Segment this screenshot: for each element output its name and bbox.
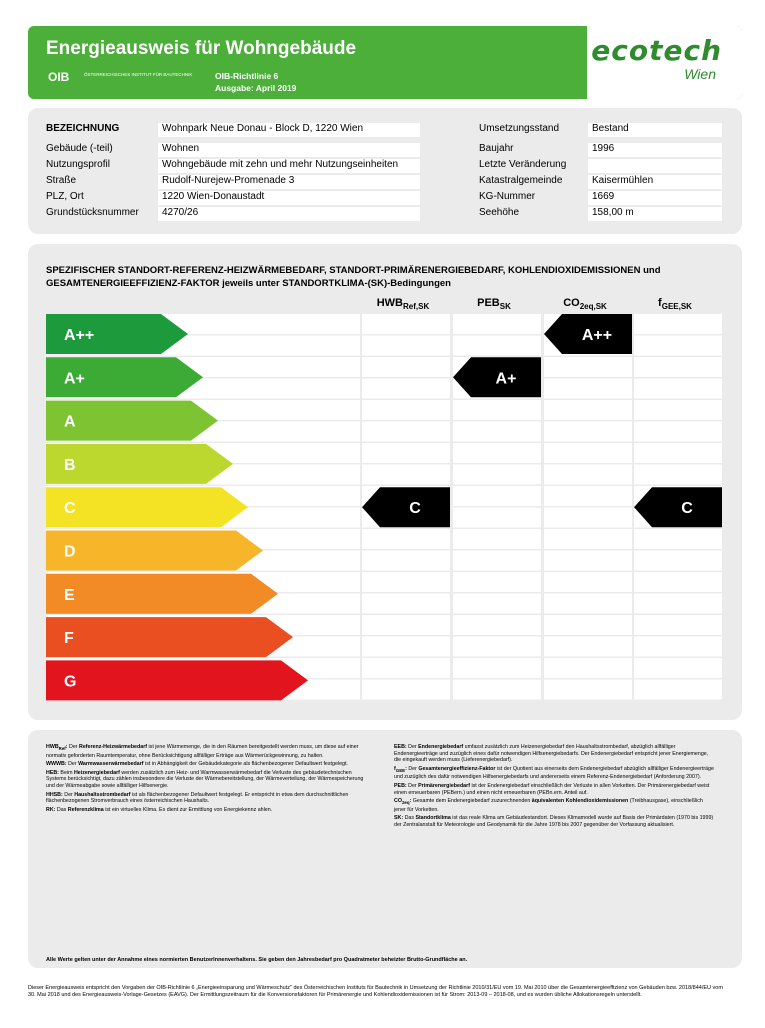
info-label: Letzte Veränderung — [479, 159, 567, 170]
grid-cell — [453, 314, 541, 334]
grid-cell — [544, 508, 632, 528]
legend-entry: $HWB_{Ref}$: Der Referenz-Heizwärmebedarf ist jene Wärmemenge, die in den Räumen bereitgestellt werden muss, um diese auf einer normativ geforderten Raumtemperatur, ohne Berücksichtigung allfälliger Erträge aus Wärmerückgewinnung, zu halten. — [46, 744, 359, 759]
class-label: B — [64, 456, 76, 474]
info-value: Wohnen — [158, 143, 420, 157]
grid-cell — [453, 658, 541, 678]
grid-cell — [634, 637, 722, 657]
legend-entry: EEB: Der Endenergiebedarf umfasst zusätzlich zum Heizenergiebedarf den Haushaltsstrombedarf, abzüglich allfälliger Endenergieerträge und zuzüglich eines dafür notwendigen Hilfsenergiebedarfs. Der Endenergiebedarf entspricht jener Energiemenge, die eingekauft werden muss (Lieferenergiebedarf). — [394, 744, 709, 764]
grid-cell — [634, 379, 722, 399]
grid-cell — [362, 551, 450, 571]
class-label: D — [64, 543, 76, 561]
info-label: Baujahr — [479, 143, 514, 154]
energy-chart-panel — [28, 244, 742, 720]
legend-entry: SK: Das Standortklima ist das reale Klima am Gebäudestandort. Dieses Klimamodell wurde auf Basis der Primärdaten (1970 bis 1999) der Zentralanstalt für Meteorologie und Geodynamik für die Jahre 1978 bis 2007 gegenüber der Vorfassung aktualisiert. — [394, 815, 714, 829]
info-label: Seehöhe — [479, 207, 520, 218]
info-value: 4270/26 — [158, 207, 420, 221]
grid-cell — [634, 658, 722, 678]
legend-entry: $f_{GEE}$: Der Gesamtenergieeffizienz-Faktor ist der Quotient aus einerseits dem Endenergiebedarf abzüglich allfälliger Endenergieerträge und zuzüglich des dafür notwendigen Hilfsenergiebedarfs und andererseits einem Referenz-Endenergiebedarf (Anforderung 2007). — [394, 765, 714, 781]
grid-cell — [634, 357, 722, 377]
info-label: Straße — [46, 175, 77, 186]
brand-logo: ecotech — [591, 34, 722, 67]
grid-cell — [453, 529, 541, 549]
info-value — [588, 159, 722, 173]
grid-cell — [453, 400, 541, 420]
class-arrow-d — [46, 531, 263, 571]
grid-cell — [544, 551, 632, 571]
grid-cell — [453, 465, 541, 485]
grid-cell — [634, 314, 722, 334]
grid-cell — [634, 680, 722, 700]
grid-cell — [544, 680, 632, 700]
info-label: Katastralgemeinde — [479, 175, 563, 186]
column-header — [360, 297, 446, 311]
grid-cell — [634, 336, 722, 356]
class-label: A+ — [64, 370, 85, 388]
grid-cell — [544, 379, 632, 399]
grid-cell — [544, 443, 632, 463]
page-title: Energieausweis für Wohngebäude — [46, 38, 357, 59]
guideline-info — [215, 70, 296, 94]
guideline-edition: Ausgabe: April 2019 — [215, 83, 297, 93]
column-header — [632, 297, 718, 311]
info-label: PLZ, Ort — [46, 191, 84, 202]
header-banner — [28, 26, 742, 99]
info-label: Grundstücksnummer — [46, 207, 139, 218]
grid-cell — [362, 465, 450, 485]
legend-entry: WWWB: Der Warmwasserwärmebedarf ist in Abhängigkeit der Gebäudekategorie als flächenbezogener Defaultwert festgelegt. — [46, 761, 348, 768]
column-header — [451, 297, 537, 311]
class-label: A — [64, 413, 76, 431]
class-label: F — [64, 630, 74, 648]
legend-column — [394, 744, 716, 831]
grid-cell — [544, 615, 632, 635]
legend-entry: PEB: Der Primärenergiebedarf ist der Endenergiebedarf einschließlich der Verluste in allen Vorketten. Der Primärenergiebedarf weist einen erneuerbaren (PEBern.) und einen nicht erneuerbaren (PEBn.ern. Anteil auf. — [394, 783, 710, 796]
class-arrow-f — [46, 617, 293, 657]
oib-subtitle: ÖSTERREICHISCHES INSTITUT FÜR BAUTECHNIK — [84, 72, 193, 77]
grid-cell — [362, 572, 450, 592]
info-label: Gebäude (-teil) — [46, 143, 113, 154]
grid-cell — [634, 400, 722, 420]
brand-city: Wien — [684, 66, 716, 82]
chart-title: SPEZIFISCHER STANDORT-REFERENZ-HEIZWÄRMEBEDARF, STANDORT-PRIMÄRENERGIEBEDARF, KOHLENDIOXIDEMISSIONEN und GESAMTENERGIEEFFIZIENZ-FAKTOR jeweils unter STANDORTKLIMA-(SK)-Bedingungen — [46, 265, 661, 289]
grid-cell — [362, 658, 450, 678]
grid-cell — [544, 486, 632, 506]
info-label: BEZEICHNUNG — [46, 123, 120, 134]
grid-cell — [634, 422, 722, 442]
grid-cell — [634, 443, 722, 463]
grid-cell — [362, 529, 450, 549]
rating-label: A++ — [581, 327, 613, 344]
column-header-main: CO — [563, 297, 580, 309]
grid-cell — [453, 637, 541, 657]
grid-cell — [362, 379, 450, 399]
grid-cell — [634, 615, 722, 635]
grid-cell — [544, 400, 632, 420]
grid-cell — [544, 465, 632, 485]
info-value: 1996 — [588, 143, 722, 157]
grid-cell — [453, 486, 541, 506]
grid-cell — [544, 572, 632, 592]
grid-cell — [453, 594, 541, 614]
column-header-sub: 2eq,SK — [579, 302, 607, 312]
grid-cell — [453, 572, 541, 592]
info-label: Nutzungsprofil — [46, 159, 110, 170]
legend-column — [46, 744, 368, 815]
grid-cell — [453, 336, 541, 356]
class-label: A++ — [64, 327, 95, 344]
grid-cell — [362, 336, 450, 356]
rating-label: C — [409, 500, 421, 518]
column-header-sub: Ref,SK — [403, 302, 430, 312]
info-value: 1220 Wien-Donaustadt — [158, 191, 420, 205]
grid-cell — [362, 400, 450, 420]
grid-cell — [362, 615, 450, 635]
class-label: E — [64, 586, 75, 604]
info-value: 1669 — [588, 191, 722, 205]
disclaimer: Dieser Energieausweis entspricht den Vorgaben der OIB-Richtlinie 6 „Energieeinsparung und Wärmeschutz" des Österreichischen Instituts für Bautechnik in Umsetzung der Richtlinie 2010/31/EU vom 19. Mai 2010 über die Gesamtenergieeffizienz von Gebäuden bzw. 2018/844/EU vom 30. Mai 2018 und des Energieausweis-Vorlage-Gesetzes (EAVG). Der Ermittlungszeitraum für die Konversionsfaktoren für Primärenergie und Kohlendioxidemissionen ist für Strom: 2013-09 – 2018-08, und es wurden übliche Allokationsregeln unterstellt. — [28, 985, 723, 998]
grid-cell — [453, 680, 541, 700]
legend-entry: HHSB: Der Haushaltsstrombedarf ist als flächenbezogener Defaultwert festgelegt. Er entspricht in etwa dem durchschnittlichen flächenbezogenen Stromverbrauch eines österreichischen Haushalts. — [46, 791, 349, 805]
brand-logo-box — [587, 26, 742, 99]
grid-cell — [453, 422, 541, 442]
guideline-name: OIB-Richtlinie 6 — [215, 71, 279, 81]
legend-entry: HEB: Beim Heizenergiebedarf werden zusätzlich zum Heiz- und Warmwasserwärmebedarf die Verluste des gebäudetechnischen Systems berücksichtigt, dazu zählen insbesondere die Verluste der Wärmebereitstellung, der Wärmeverteilung, der Wärmespeicherung und der Wärmeabgabe sowie allfälliger Hilfsenergie. — [46, 769, 364, 790]
grid-cell — [362, 314, 450, 334]
info-value: 158,00 m — [588, 207, 722, 221]
grid-cell — [544, 594, 632, 614]
grid-cell — [362, 594, 450, 614]
grid-cell — [544, 422, 632, 442]
oib-logo: OIB — [48, 70, 70, 84]
class-arrow-e — [46, 574, 278, 614]
info-value: Rudolf-Nurejew-Promenade 3 — [158, 175, 420, 189]
column-header-main: PEB — [477, 297, 500, 309]
legend-entry: RK: Das Referenzklima ist ein virtuelles Klima. Es dient zur Ermittlung von Energiekennz ahlen. — [46, 806, 273, 813]
info-label: Umsetzungsstand — [479, 123, 560, 134]
column-header — [542, 297, 628, 311]
info-value: Wohnpark Neue Donau - Block D, 1220 Wien — [158, 123, 420, 137]
legend-panel — [28, 730, 742, 968]
energy-rating-chart — [28, 244, 742, 720]
grid-cell — [544, 637, 632, 657]
grid-cell — [453, 551, 541, 571]
column-header-main: f — [658, 297, 662, 309]
rating-label: C — [681, 500, 693, 518]
grid-cell — [544, 529, 632, 549]
rating-marker — [634, 487, 722, 527]
column-header-sub: GEE,SK — [661, 302, 692, 312]
class-arrow-g — [46, 660, 308, 700]
grid-cell — [362, 422, 450, 442]
class-arrow-c — [46, 487, 248, 527]
grid-cell — [453, 508, 541, 528]
info-value: Kaisermühlen — [588, 175, 722, 189]
info-value: Bestand — [588, 123, 722, 137]
grid-cell — [634, 529, 722, 549]
building-info-panel — [28, 108, 742, 234]
grid-cell — [362, 357, 450, 377]
grid-cell — [544, 357, 632, 377]
column-header-sub: SK — [499, 302, 511, 312]
grid-cell — [362, 680, 450, 700]
legend-entry: $CO_{2eq}$: Gesamte dem Endenergiebedarf zuzurechnenden äquivalenten Kohlendioxidemissionen (Treibhausgase), einschließlich jener für Vorketten. — [394, 798, 703, 813]
grid-cell — [362, 443, 450, 463]
grid-cell — [634, 551, 722, 571]
grid-cell — [634, 572, 722, 592]
grid-cell — [453, 615, 541, 635]
grid-cell — [634, 465, 722, 485]
grid-cell — [544, 658, 632, 678]
class-label: G — [64, 673, 77, 691]
rating-marker — [362, 487, 450, 527]
info-label: KG-Nummer — [479, 191, 536, 202]
column-header-main: HWB — [376, 297, 404, 309]
rating-label: A+ — [495, 370, 517, 388]
grid-cell — [634, 594, 722, 614]
grid-cell — [453, 443, 541, 463]
footnote: Alle Werte gelten unter der Annahme eines normierten BenutzerInnenverhaltens. Sie geben den Jahresbedarf pro Quadratmeter beheizter Brutto-Grundfläche an. — [46, 957, 468, 963]
grid-cell — [362, 637, 450, 657]
class-label: C — [64, 500, 76, 518]
info-value: Wohngebäude mit zehn und mehr Nutzungseinheiten — [158, 159, 420, 173]
